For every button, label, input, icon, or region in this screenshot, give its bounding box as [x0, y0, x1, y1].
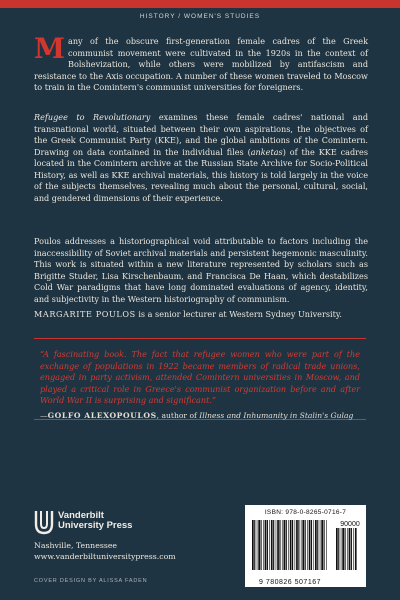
description-text-b: ) of the KKE cadres located in the Comintern archive at the Russian State Archive for Socio-Political History, as well as KKE archival materials, this history is told largely in the voice of the subjects themselves, revealing much about the personal, cultural, social, and gendered dimensions of their experience.: [34, 146, 368, 203]
attribution-dash: —: [40, 411, 48, 420]
cover-credit: COVER DESIGN BY ALISSA FADEN: [34, 578, 148, 584]
description-paragraph: [34, 112, 368, 204]
top-red-stripe: [0, 0, 400, 8]
barcode-box: [245, 505, 366, 587]
isbn-label: ISBN: 978-0-8265-0716-7: [264, 509, 347, 516]
endorser-name: GOLFO ALEXOPOULOS: [47, 411, 157, 420]
description-text-a: examines these female cadres' national and transnational world, situated between their own aspirations, the objectives of the Greek Communist Party (KKE), and the global ambitions of the Comintern. Drawing on data contained in the individual files (: [34, 112, 369, 157]
drop-cap: M: [34, 32, 65, 65]
vanderbilt-logo-icon: [34, 508, 54, 536]
attribution-separator: , author of: [156, 411, 200, 420]
endorsement-quote: “A fascinating book. The fact that refugee women who were part of the exchange of populations in 1922 became members of radical trade unions, engaged in party activism, attended Comintern universities in Moscow, and played a critical role in Greece's communist organization before and after World War II is surprising and significant.”: [40, 349, 360, 405]
author-bio: [34, 309, 368, 321]
publisher-name-line1: Vanderbilt: [58, 510, 104, 521]
barcode-bars-addon: [336, 528, 357, 570]
endorsement-attribution: [40, 411, 370, 420]
publisher-url: www.vanderbiltuniversitypress.com: [34, 552, 176, 561]
anketas-term: anketas: [250, 146, 283, 157]
publisher-name-line2: University Press: [58, 520, 133, 531]
isbn-digits: 9 780826 507167: [259, 579, 321, 586]
endorsement-box: [34, 338, 366, 420]
barcode-bars-main: [252, 520, 327, 570]
author-name: MARGARITE POULOS: [34, 309, 136, 319]
context-text: Poulos addresses a historiographical void attributable to factors including the inaccessibility of Soviet archival materials and persistent hegemonic masculinity. This work is situated within a new literature represented by scholars such as Brigitte Studer, Lisa Kirschenbaum, and Francisca De Haan, which destabilizes Cold War paradigms that have long dominated evaluations of agency, identity, and subjectivity in the Western historiography of communism.: [34, 236, 368, 304]
endorser-book: Illness and Inhumanity in Stalin's Gulag: [199, 411, 354, 420]
context-paragraph: [34, 236, 368, 305]
intro-text: any of the obscure first-generation female cadres of the Greek communist movement were cultivated in the 1920s in the context of Bolshevization, while others were mobilized by antifascism and resistance to the Axis occupation. A number of these women traveled to Moscow to train in the Comintern's communist universities for foreigners.: [34, 36, 368, 92]
intro-paragraph: [34, 32, 368, 94]
book-title: Refugee to Revolutionary: [34, 112, 151, 122]
publisher-city: Nashville, Tennessee: [34, 541, 118, 550]
price-code: 90000: [340, 521, 360, 528]
isbn-barcode: [248, 518, 363, 586]
publisher-name: [58, 511, 132, 531]
category-label: HISTORY / WOMEN'S STUDIES: [139, 13, 261, 20]
author-bio-text: is a senior lecturer at Western Sydney University.: [135, 309, 342, 319]
